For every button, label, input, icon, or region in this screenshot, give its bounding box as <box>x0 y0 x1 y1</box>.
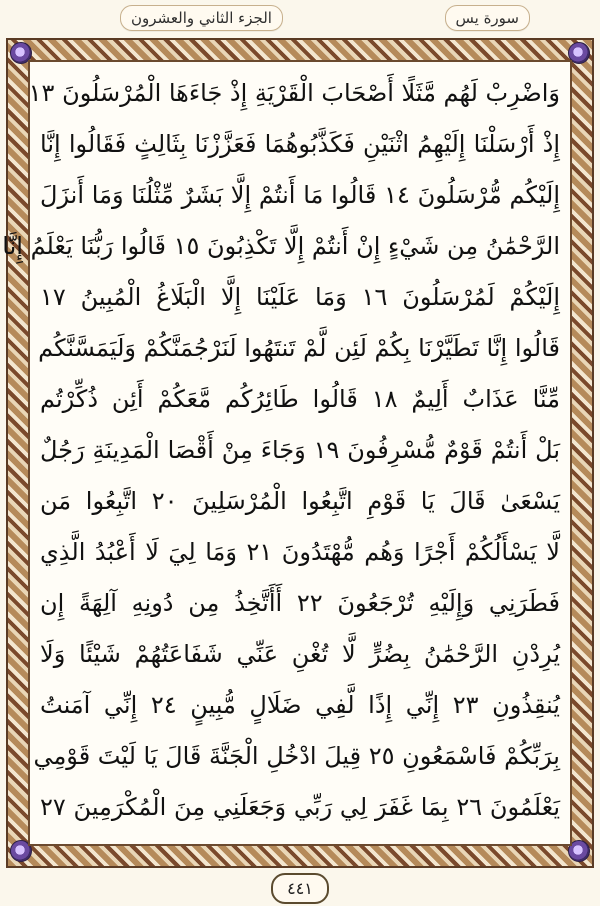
text-line: إِذْ أَرْسَلْنَا إِلَيْهِمُ اثْنَيْنِ فَكَذَّبُوهُمَا فَعَزَّزْنَا بِثَالِثٍ فَقَالُوا إِنَّا <box>40 130 560 158</box>
text-line: إِلَيْكُم مُّرْسَلُونَ ١٤ قَالُوا مَا أَنتُمْ إِلَّا بَشَرٌ مِّثْلُنَا وَمَا أَنزَلَ <box>40 181 560 209</box>
quran-text <box>2 68 561 838</box>
text-line: مِّنَّا عَذَابٌ أَلِيمٌ ١٨ قَالُوا طَائِرُكُم مَّعَكُمْ أَئِن ذُكِّرْتُم <box>40 385 561 413</box>
text-line: يُنقِذُونِ ٢٣ إِنِّي إِذًا لَّفِي ضَلَالٍ مُّبِينٍ ٢٤ إِنِّي آمَنتُ <box>40 691 560 719</box>
page-footer <box>0 870 600 906</box>
text-line: يُرِدْنِ الرَّحْمَٰنُ بِضُرٍّ لَّا تُغْنِ عَنِّي شَفَاعَتُهُمْ شَيْئًا وَلَا <box>40 640 560 668</box>
page-number: ٤٤١ <box>271 873 329 904</box>
text-line: يَعْلَمُونَ ٢٦ بِمَا غَفَرَ لِي رَبِّي وَجَعَلَنِي مِنَ الْمُكْرَمِينَ ٢٧ <box>40 793 560 821</box>
text-line: بِرَبِّكُمْ فَاسْمَعُونِ ٢٥ قِيلَ ادْخُلِ الْجَنَّةَ قَالَ يَا لَيْتَ قَوْمِي <box>33 742 560 770</box>
text-line: لَّا يَسْأَلُكُمْ أَجْرًا وَهُم مُّهْتَدُونَ ٢١ وَمَا لِيَ لَا أَعْبُدُ الَّذِي <box>40 538 560 566</box>
text-line: الرَّحْمَٰنُ مِن شَيْءٍ إِنْ أَنتُمْ إِلَّا تَكْذِبُونَ ١٥ قَالُوا رَبُّنَا يَعْلَمُ إِنَّا <box>2 232 560 260</box>
juz-name: الجزء الثاني والعشرون <box>120 5 283 31</box>
text-line: إِلَيْكُمْ لَمُرْسَلُونَ ١٦ وَمَا عَلَيْنَا إِلَّا الْبَلَاغُ الْمُبِينُ ١٧ <box>40 283 561 311</box>
text-line: فَطَرَنِي وَإِلَيْهِ تُرْجَعُونَ ٢٢ أَأَتَّخِذُ مِن دُونِهِ آلِهَةً إِن <box>40 589 560 617</box>
text-line: قَالُوا إِنَّا تَطَيَّرْنَا بِكُمْ لَئِن لَّمْ تَنتَهُوا لَنَرْجُمَنَّكُمْ وَلَيَمَسَّنَّكُم <box>38 334 560 362</box>
text-line: وَاضْرِبْ لَهُم مَّثَلًا أَصْحَابَ الْقَرْيَةِ إِذْ جَاءَهَا الْمُرْسَلُونَ ١٣ <box>28 79 560 107</box>
page-header <box>0 0 600 36</box>
text-line: بَلْ أَنتُمْ قَوْمٌ مُّسْرِفُونَ ١٩ وَجَاءَ مِنْ أَقْصَا الْمَدِينَةِ رَجُلٌ <box>40 436 560 464</box>
text-line: يَسْعَىٰ قَالَ يَا قَوْمِ اتَّبِعُوا الْمُرْسَلِينَ ٢٠ اتَّبِعُوا مَن <box>40 487 560 515</box>
surah-name: سورة يس <box>445 5 531 31</box>
